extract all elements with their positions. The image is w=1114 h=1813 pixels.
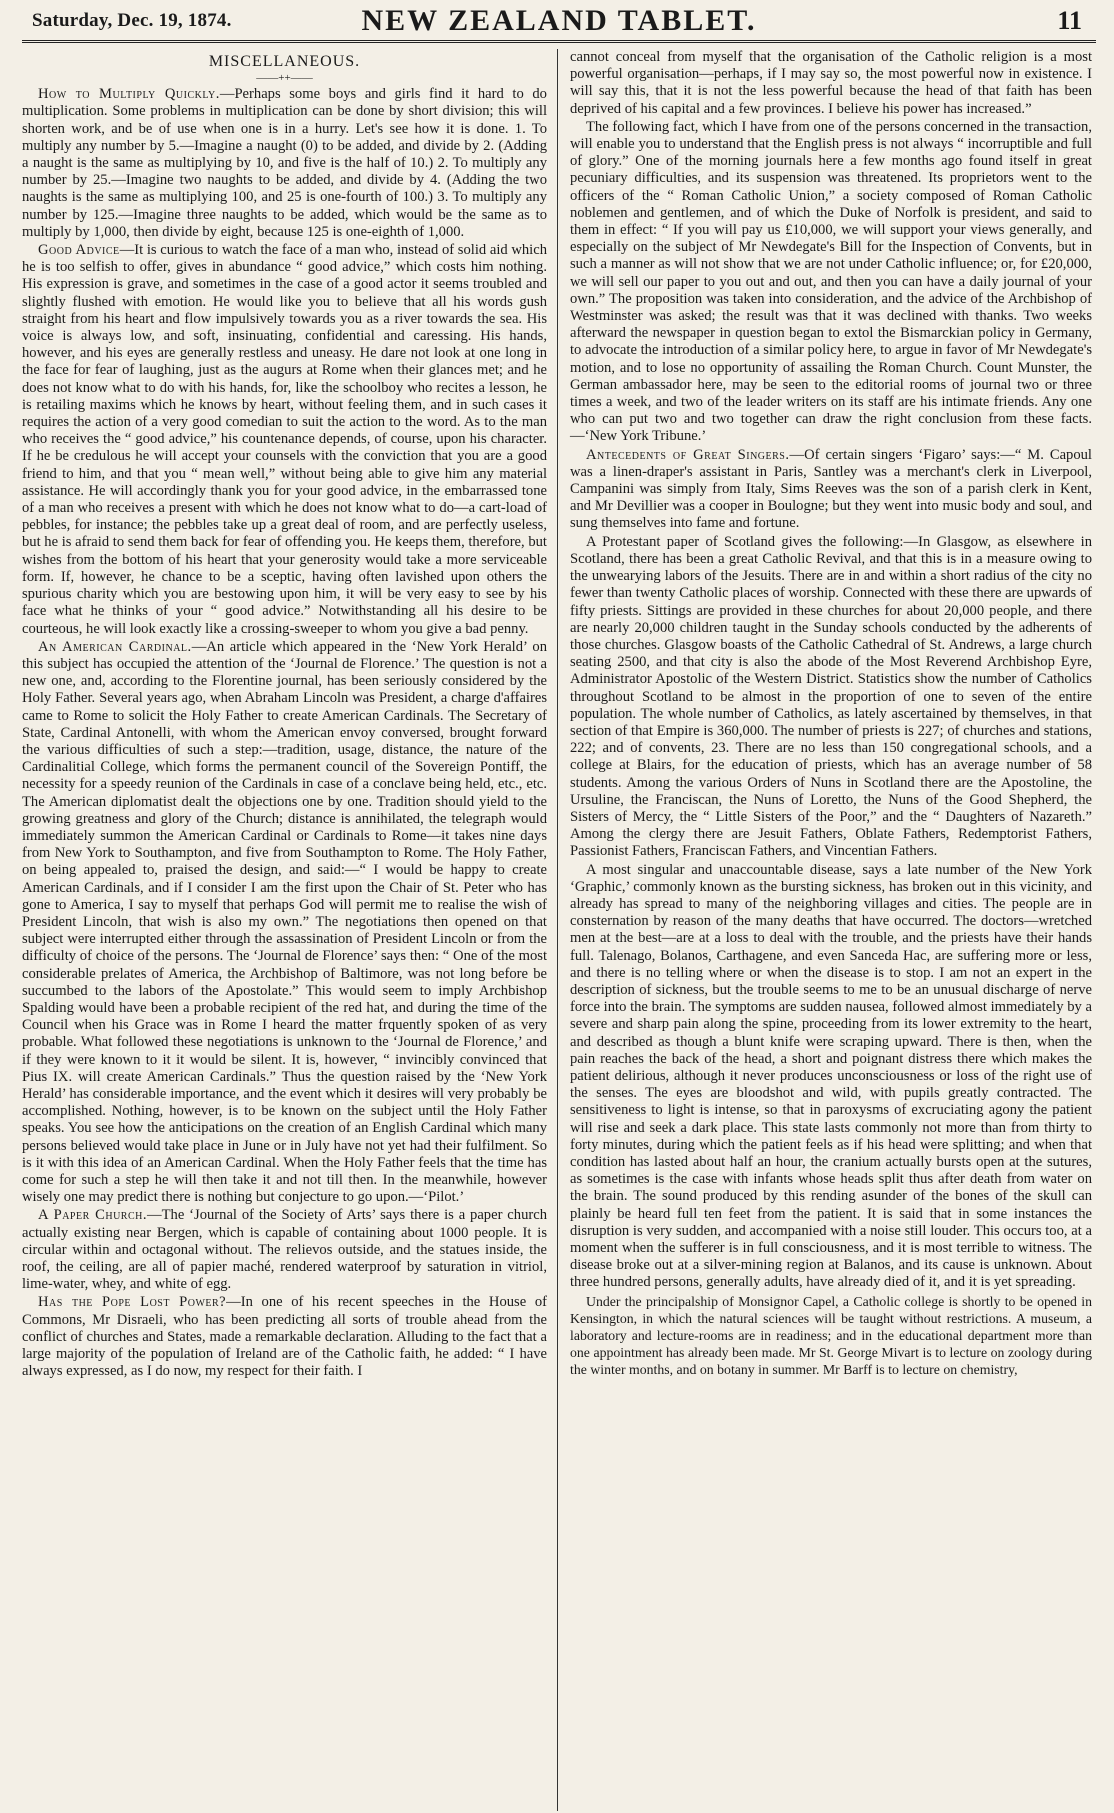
article-paper-church [22, 1207, 547, 1293]
article-capel: Under the principalship of Monsignor Capel, a Catholic college is shortly to be opened in Kensington, in which the natural sciences will be taught without restrictions. A museum, a laboratory and lecture-rooms are in readiness; and in the educational department more than one appointment has already been made. Mr St. George Mivart is to lecture on zoology during the winter months, and on botany in summer. Mr Barff is to lecture on chemistry, [570, 1293, 1092, 1378]
article-heading: Has the Pope Lost Power? [38, 1294, 227, 1311]
article-cardinal [22, 639, 547, 1207]
section-rule: ——++—— [256, 72, 313, 85]
article-pope-power-continued: cannot conceal from myself that the organisation of the Catholic religion is a most powerful organisation—perhaps, if I may say so, the most powerful now in existence. I will say this, that it is not the less powerful because the head of that faith has been deprived of his capital and a few provinces. I believe his power has increased.” [570, 49, 1092, 117]
article-singers [570, 447, 1092, 533]
article-heading: Good Advice [38, 242, 120, 259]
article-multiply [22, 86, 547, 241]
article-heading: A Paper Church. [38, 1207, 148, 1224]
article-columns [22, 49, 1096, 1811]
article-heading: Antecedents of Great Singers. [586, 446, 790, 463]
article-body: —In one of his recent speeches in the House of Commons, Mr Disraeli, who has been predicting all sorts of trouble ahead from the conflict of churches and States, made a remarkable declaration. Alluding to the fact that a large majority of the population of Ireland are of the Catholic faith, he added: “ I have always expressed, as I do now, my respect for their faith. I [22, 1294, 548, 1380]
section-title: MISCELLANEOUS. [208, 53, 361, 70]
article-body: —Perhaps some boys and girls find it hard to do multiplication. Some problems in multiplication can be done by short division; this will shorten work, and be of use when one is in a hurry. Let's see how it is done. 1. To multiply any number by 5.—Imagine a naught (0) to be added, and divide by 2. (Adding a naught is the same as multiplying by 10, and five is the half of 10.) 2. To multiply any number by 25.—Imagine two naughts to be added, and divide by 4. (Adding the two naughts is the same as multiplying 100, and 25 is one-fourth of 100.) 3. To multiply any number by 125.—Imagine three naughts to be added, which would be the same as to multiply by 1,000, then divide by eight, because 125 is one-eighth of 1,000. [22, 86, 547, 240]
article-heading: An American Cardinal. [38, 638, 192, 655]
article-disease: A most singular and unaccountable disease, says a late number of the New York ‘Graphic,’ commonly known as the bursting sickness, has broken out in this vicinity, and already has spread to many of the neighboring villages and cities. The people are in consternation by reason of the many deaths that have occurred. The doctors—wretched men at the best—are at a loss to deal with the trouble, and the priests have their hands full. Talenago, Bolanos, Carthagene, and even Sanceda Hac, are suffering more or less, and there is no telling where or when the disease is to stop. I am not an expert in the description of sickness, but the trouble seems to me to be an unusual discharge of nerve force into the brain. The symptoms are sudden nausea, followed almost immediately by a severe and sharp pain along the spine, proceeding from its lower extremity to the heart, and described as though a blunt knife were scraping upward. There is then, when the pain reaches the back of the head, a short and poignant distress there which makes the patient delirious, although it never produces unconsciousness or loss of the right use of the senses. The eyes are bloodshot and wild, with pupils greatly contracted. The sensitiveness to light is intense, so that in paroxysms of excruciating agony the patient will rise and seek a dark place. This state lasts commonly not more than from thirty to forty minutes, during which the patient feels as if his head were splitting; and when that condition has lasted about half an hour, the cranium actually bursts open at the sutures, as sometimes is the case with infants whose heads split thus after death from water on the brain. The sound produced by this rending asunder of the bones of the skull can plainly be heard full ten feet from the patient. It is said that in some instances the disruption is very sudden, and accompanied with a noise still louder. This occurs too, at a moment when the sufferer is in full consciousness, and it is most terrible to witness. The disease broke out at a silver-mining region at Balanos, and its cause is unknown. About three hundred persons, generally adults, have already died of it, and it is yet spreading. [570, 861, 1092, 1291]
article-body: —An article which appeared in the ‘New York Herald’ on this subject has occupied the attention of the ‘Journal de Florence.’ The question is not a new one, and, according to the Florentine journal, has been seriously considered by the Holy Father. Several years ago, when Abraham Lincoln was President, a charge d'affaires came to Rome to solicit the Holy Father to create American Cardinals. The Secretary of State, Cardinal Antonelli, with whom the American envoy conversed, brought forward the various difficulties of such a step:—tradition, usage, distance, the nature of the Cardinalitial College, which forms the permanent council of the Sovereign Pontiff, the necessity for a speedy reunion of the Cardinals in case of a conclave being held, etc., etc. The American diplomatist dealt the objections one by one. Tradition should yield to the growing greatness and glory of the Church; distance is annihilated, the telegraph would immediately summon the American Cardinal or Cardinals to Rome—it takes nine days from New York to Southampton, and five from Southampton to Rome. The Holy Father, on being appealed to, praised the design, and said:—“ I would be happy to create American Cardinals, and if I consider I am the first upon the Chair of St. Peter who has gone to America, I say to myself that perhaps God will permit me to realise the wish of President Lincoln, that wish is also my own.” The negotiations then opened on that subject were interrupted either through the assassination of President Lincoln or from the difficulty of choice of the persons. The ‘Journal de Florence’ says then: “ One of the most considerable prelates of America, the Archbishop of Baltimore, was not long before be succumbed to the labors of the Apostolate.” This would seem to imply Archbishop Spalding would have been a probable recipient of the red hat, and during the time of the Council when his Grace was in Rome I heard the matter frquently spoken of as very probable. What followed these negotiations is unknown to the ‘Journal de Florence,’ and if they were known to it it would be silent. It is, however, “ invincibly convinced that Pius IX. will create American Cardinals.” Thus the question raised by the ‘New York Herald’ has considerable importance, and the event which it desires will very probably be accomplished. Nothing, however, is to be known on the subject until the Holy Father speaks. You see how the anticipations on the creation of an English Cardinal which many persons believed would take place in June or in July have not yet had their fulfilment. So is it with this idea of an American Cardinal. When the Holy Father feels that the time has come for such a step he will then take it and not till then. In the meanwhile, however wisely one may predict there is nothing but conjecture to go upon.—‘Pilot.’ [22, 638, 547, 1206]
masthead [22, 0, 1096, 43]
page-number: 11 [1057, 6, 1082, 35]
issue-date: Saturday, Dec. 19, 1874. [32, 10, 232, 31]
article-body: —Of certain singers ‘Figaro’ says:—“ M. Capoul was a linen-draper's assistant in Paris, Santley was a merchant's clerk in Liverpool, Campanini was simply from Italy, Sims Reeves was the son of a parish clerk in Kent, and Mr Devillier was a cooper in Boulogne; but they went into music body and soul, and sung themselves into fame and fortune. [570, 446, 1092, 532]
article-advice [22, 242, 547, 638]
article-english-press: The following fact, which I have from one of the persons concerned in the transaction, will enable you to understand that the English press is not always “ incorruptible and full of glory.” One of the morning journals here a few months ago found itself in great pecuniary difficulties, and its suspension was threatened. Its proprietors went to the officers of the “ Roman Catholic Union,” a society composed of Roman Catholic noblemen and gentlemen, and of which the Duke of Norfolk is president, and said to them in effect: “ If you will pay us £10,000, we will support your views generally, and especially on the subject of Mr Newdegate's Bill for the Inspection of Convents, but in such a manner as will not show that we are not under Catholic influence; or, for £20,000, we will sell our paper to you out and out, and then you can have a daily journal of your own.” The proposition was taken into consideration, and the advice of the Archbishop of Westminster was asked; the result was that it was declined with thanks. Two weeks afterward the newspaper in question began to extol the Bismarckian policy in Germany, to advocate the introduction of a similar policy here, to argue in favor of Mr Newdegate's motion, and to lose no opportunity of assailing the Roman Church. Count Munster, the German ambassador here, may be seen to the editorial rooms of journal two or three times a week, and two of the leader writers on its staff are his intimate friends. Any one who can put two and two together can draw the right conclusion from these facts.—‘New York Tribune.’ [570, 118, 1092, 445]
article-pope-power [22, 1294, 547, 1380]
left-column [22, 49, 557, 1811]
article-body: —The ‘Journal of the Society of Arts’ says there is a paper church actually existing near Bergen, which is capable of containing about 1000 people. It is circular within and octagonal without. The relievos outside, and the statues inside, the roof, the ceiling, are all of papier maché, rendered waterproof by saturation in vitriol, lime-water, whey, and white of egg. [22, 1207, 547, 1293]
article-heading: How to Multiply Quickly. [38, 86, 220, 103]
article-scotland: A Protestant paper of Scotland gives the following:—In Glasgow, as elsewhere in Scotland, there has been a great Catholic Revival, and that this is in a measure owing to the unwearying labors of the Jesuits. There are in and within a short radius of the city no fewer than twenty Catholic places of worship. Connected with these there are upwards of fifty priests. Sittings are provided in these churches for about 20,000 people, and there are nearly 20,000 children taught in the Sunday schools conducted by the adherents of those churches. Glasgow boasts of the Catholic Cathedral of St. Andrews, a large church seating 2500, and that city is also the abode of the Most Reverend Archbishop Eyre, Administrator Apostolic of the Western District. Statistics show the number of Catholics throughout Scotland to be almost in the proportion of one to seven of the entire population. The whole number of Catholics, as lately ascertained by themselves, in that section of that Empire is 360,000. The number of priests is 227; of churches and stations, 222; and of convents, 23. There are no less than 150 congregational schools, and a college at Blairs, for the education of priests, which has an average number of 58 students. Among the various Orders of Nuns in Scotland there are the Apostoline, the Ursuline, the Franciscan, the Nuns of Loretto, the Nuns of the Good Shepherd, the Sisters of Mercy, the “ Little Sisters of the Poor,” and the “ Daughters of Nazareth.” Among the clergy there are Jesuit Fathers, Oblate Fathers, Redemptorist Fathers, Passionist Fathers, Franciscan Fathers, and Vincentian Fathers. [570, 533, 1092, 860]
newspaper-title: NEW ZEALAND TABLET. [361, 4, 757, 37]
right-column [557, 49, 1092, 1811]
article-body: —It is curious to watch the face of a man who, instead of solid aid which he is too selfish to offer, gives in abundance “ good advice,” which costs him nothing. His expression is grave, and sometimes in the case of a good actor it seems troubled and slightly flushed with emotion. He would like you to believe that all his words gush straight from his heart and flow impulsively towards you as a river towards the sea. His voice is always low, and soft, insinuating, confidential and caressing. His hands, however, and his eyes are generally restless and uneasy. He dare not look at one long in the face for fear of laughing, just as the augurs at Rome when their glances met; and he does not know what to do with his hands, for, like the schoolboy who recites a lesson, he is retailing maxims which he knows by heart, without feeling them, and in such cases it requires the action of a very good comedian to suit the action to the word. As to the man who receives the “ good advice,” his countenance depends, of course, upon his character. If he be credulous he will accept your counsels with the conviction that you are a good friend to him, and that you “ mean well,” without being able to give him any material assistance. He will accordingly thank you for your good advice, in the embarrassed tone of a man who receives a present with which he does not know what to do—a cart-load of pebbles, for instance; the pebbles take up a great deal of room, and are perfectly useless, but he is afraid to send them back for fear of offending you. He keeps them, therefore, but wishes from the bottom of his heart that your generosity would take a more serviceable form. If, however, he chance to be a sceptic, having often lavished upon others the spurious charity which you are bestowing upon him, it will be very easy to see by his face what he thinks of your “ good advice.” Notwithstanding all his desire to be courteous, he will look exactly like a crossing-sweeper to whom you give a bad penny. [22, 242, 547, 637]
